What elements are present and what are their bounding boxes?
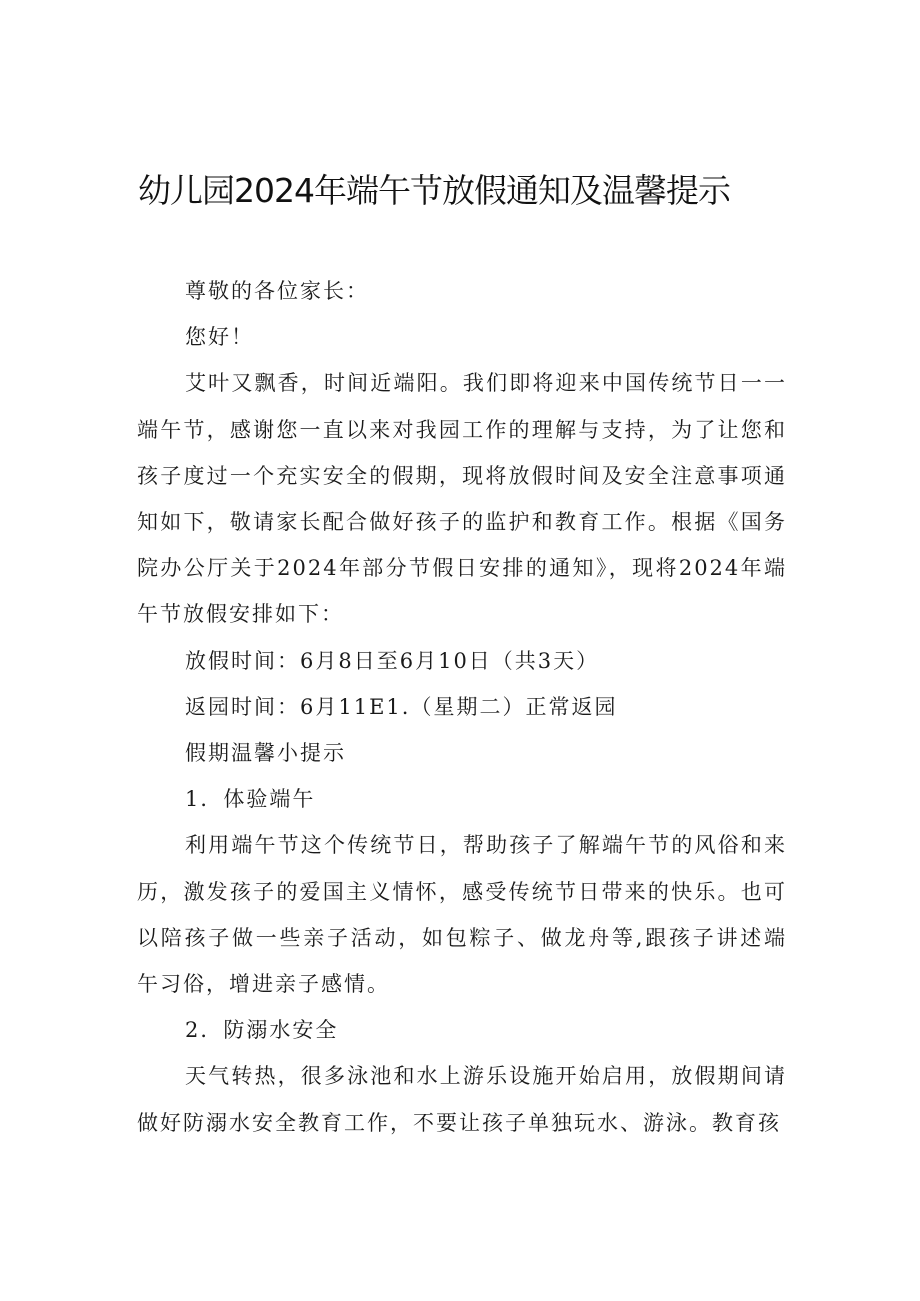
document-title: 幼儿园2024年端午节放假通知及温馨提示 <box>138 171 730 210</box>
tip2-paragraph: 天气转热，很多泳池和水上游乐设施开始启用，放假期间请做好防溺水安全教育工作，不要让孩子单独玩水、游泳。教育孩 <box>137 1064 787 1135</box>
holiday-time: 放假时间：6月8日至6月10日（共3天） <box>185 648 600 673</box>
salutation: 尊敬的各位家长： <box>185 279 369 303</box>
tip1-paragraph: 利用端午节这个传统节日，帮助孩子了解端午节的风俗和来历，激发孩子的爱国主义情怀，感受传统节日带来的快乐。也可以陪孩子做一些亲子活动，如包粽子、做龙舟等,跟孩子讲述端午习俗，增进亲子感情。 <box>137 833 787 997</box>
tip2-heading: 2．防溺水安全 <box>185 1018 339 1043</box>
tip1-heading: 1．体验端午 <box>185 787 316 812</box>
return-time: 返园时间：6月11E1.（星期二）正常返园 <box>185 694 618 719</box>
tips-heading: 假期温馨小提示 <box>185 741 346 766</box>
document-body <box>137 268 787 1146</box>
greeting: 您好！ <box>185 325 254 350</box>
intro-paragraph: 艾叶又飘香，时间近端阳。我们即将迎来中国传统节日一一端午节，感谢您一直以来对我园工作的理解与支持，为了让您和孩子度过一个充实安全的假期，现将放假时间及安全注意事项通知如下，敬请家长配合做好孩子的监护和教育工作。根据《国务院办公厅关于2024年部分节假日安排的通知》，现将2024年端午节放假安排如下： <box>137 371 787 627</box>
